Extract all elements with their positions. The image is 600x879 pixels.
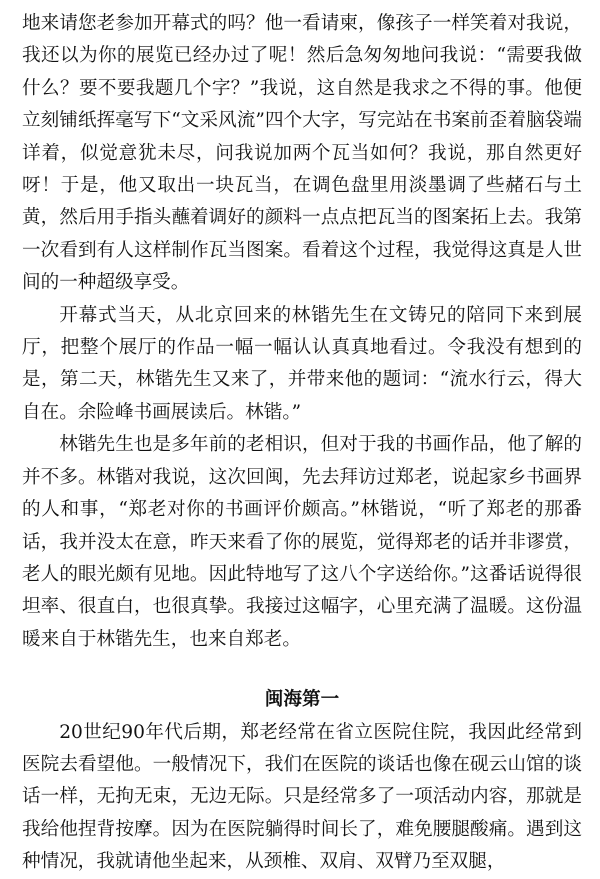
section-heading: 闽海第一 xyxy=(264,689,340,711)
document-page xyxy=(22,8,582,879)
paragraph-opening: 地来请您老参加开幕式的吗？他一看请柬，像孩子一样笑着对我说，我还以为你的展览已经办过了呢！然后急匆匆地问我说：“需要我做什么？要不要我题几个字？”我说，这自然是我求之不得的事。他便立刻铺纸挥毫写下“文采风流”四个大字，写完站在书案前歪着脑袋端详着，似觉意犹未尽，问我说加两个瓦当如何？我说，那自然更好呀！于是，他又取出一块瓦当，在调色盘里用淡墨调了些赭石与土黄，然后用手指头蘸着调好的颜料一点点把瓦当的图案拓上去。我第一次看到有人这样制作瓦当图案。看着这个过程，我觉得这真是人世间的一种超级享受。 xyxy=(22,13,582,294)
paragraph-opening-ceremony: 开幕式当天，从北京回来的林锴先生在文铸兄的陪同下来到展厅，把整个展厅的作品一幅一幅认认真真地看过。令我没有想到的是，第二天，林锴先生又来了，并带来他的题词：“流水行云，得大自在。余险峰书画展读后。林锴。” xyxy=(22,304,582,423)
paragraph-hospital-visits: 20世纪90年代后期，郑老经常在省立医院住院，我因此经常到医院去看望他。一般情况下，我们在医院的谈话也像在砚云山馆的谈话一样，无拘无束，无边无际。只是经常多了一项活动内容，那就是我给他捏背按摩。因为在医院躺得时间长了，难免腰腿酸痛。遇到这种情况，我就请他坐起来，从颈椎、双肩、双臂乃至双腿， xyxy=(22,721,582,873)
section-spacer xyxy=(22,656,582,684)
paragraph-lin-kai: 林锴先生也是多年前的老相识，但对于我的书画作品，他了解的并不多。林锴对我说，这次回闽，先去拜访过郑老，说起家乡书画界的人和事，“郑老对你的书画评价颇高。”林锴说，“听了郑老的那番话，我并没太在意，昨天来看了你的展览，觉得郑老的话并非谬赏，老人的眼光颇有见地。因此特地写了这八个字送给你。”这番话说得很坦率、很直白，也很真挚。我接过这幅字，心里充满了温暖。这份温暖来自于林锴先生，也来自郑老。 xyxy=(22,434,582,650)
